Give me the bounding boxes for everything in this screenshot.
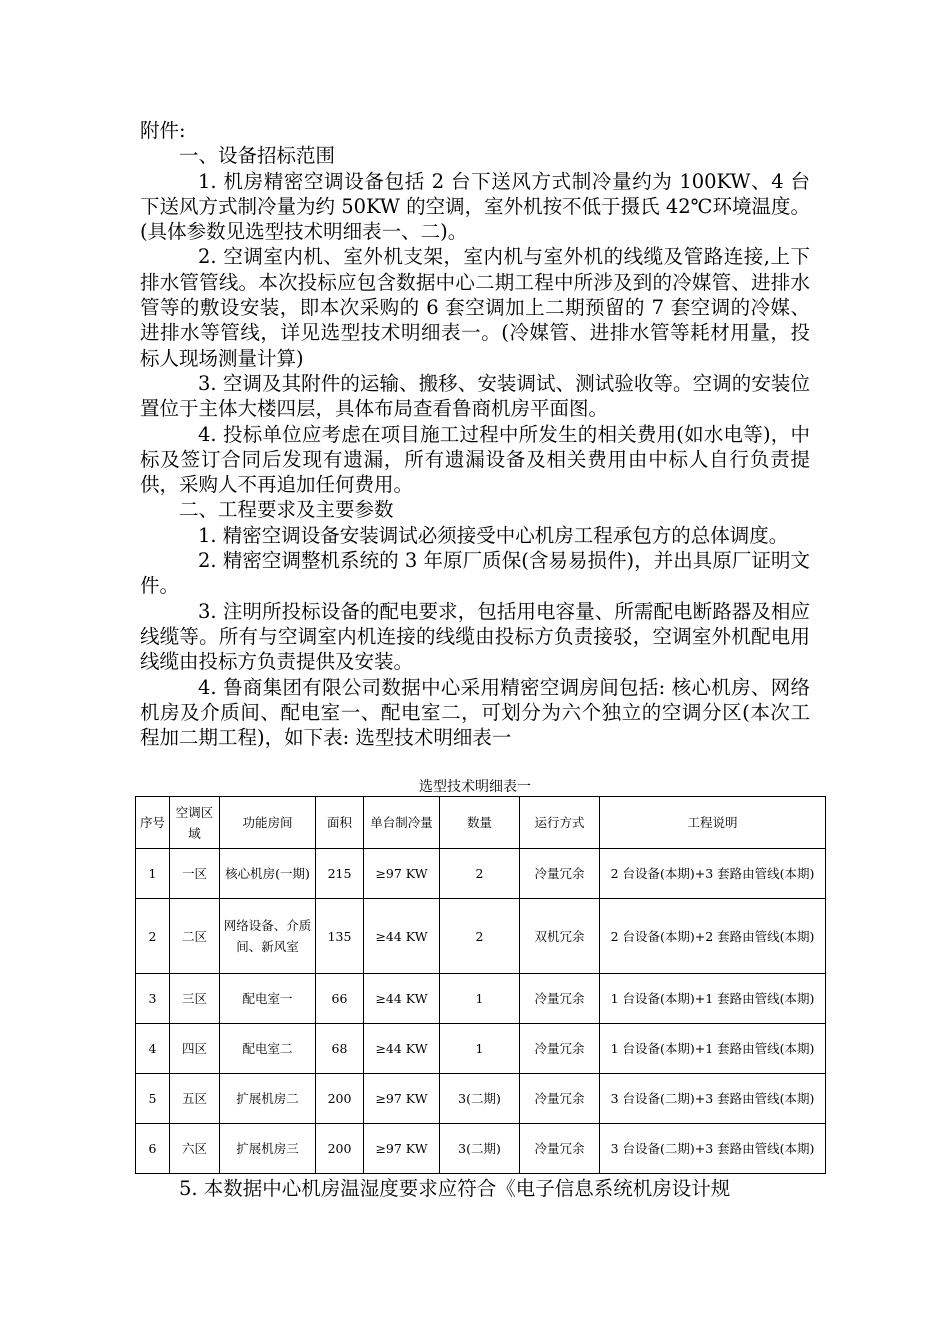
table-cell: 1 台设备(本期)+1 套路由管线(本期): [600, 1024, 826, 1074]
table-cell: 66: [316, 974, 364, 1024]
table-cell: 2: [136, 899, 170, 974]
table-cell: 215: [316, 849, 364, 899]
table-cell: 135: [316, 899, 364, 974]
document-body: [140, 118, 810, 750]
attachment-heading: 附件:: [140, 119, 186, 142]
table-cell: 4: [136, 1024, 170, 1074]
table-cell: 2: [440, 849, 520, 899]
table-cell: 3(二期): [440, 1074, 520, 1124]
header-cell: 工程说明: [600, 797, 826, 849]
paragraph-1-2: 2. 空调室内机、室外机支架，室内机与室外机的线缆及管路连接,上下排水管管线。本次投标应包含数据中心二期工程中所涉及到的冷媒管、进排水管等的敷设安装，即本次采购的 6 套空调加上二期预留的 7 套空调的冷媒、进排水等管线，详见选型技术明细表一。(冷媒管、进排水管等耗材用量，投标人现场测量计算): [140, 245, 810, 370]
table-cell: 1 台设备(本期)+1 套路由管线(本期): [600, 974, 826, 1024]
table-cell: 3: [136, 974, 170, 1024]
table-cell: 68: [316, 1024, 364, 1074]
table-cell: 四区: [170, 1024, 220, 1074]
table-cell: 冷量冗余: [520, 1024, 600, 1074]
table-row: [136, 899, 826, 974]
header-cell: 序号: [136, 797, 170, 849]
paragraph-1-1: 1. 机房精密空调设备包括 2 台下送风方式制冷量约为 100KW、4 台下送风方式制冷量为约 50KW 的空调，室外机按不低于摄氏 42℃环境温度。(具体参数见选型技术明细表一、二)。: [140, 169, 810, 244]
paragraph-1-3: 3. 空调及其附件的运输、搬移、安装调试、测试验收等。空调的安装位置位于主体大楼四层，具体布局查看鲁商机房平面图。: [140, 371, 810, 421]
table-cell: 200: [316, 1124, 364, 1174]
paragraph-1-4: 4. 投标单位应考虑在项目施工过程中所发生的相关费用(如水电等)，中标及签订合同后发现有遗漏，所有遗漏设备及相关费用由中标人自行负责提供，采购人不再追加任何费用。: [140, 422, 810, 497]
table-header-row: [136, 797, 826, 849]
section-2-title: 二、工程要求及主要参数: [179, 498, 394, 522]
spec-table: [135, 796, 826, 1174]
paragraph-2-1: 1. 精密空调设备安装调试必须接受中心机房工程承包方的总体调度。: [198, 523, 789, 547]
paragraph-2-5: 5. 本数据中心机房温湿度要求应符合《电子信息系统机房设计规: [179, 1177, 731, 1200]
table-cell: 配电室一: [220, 974, 316, 1024]
table-cell: 五区: [170, 1074, 220, 1124]
table-cell: 3 台设备(二期)+3 套路由管线(本期): [600, 1074, 826, 1124]
table-cell: ≥44 KW: [364, 899, 440, 974]
table-cell: 冷量冗余: [520, 849, 600, 899]
header-cell: 功能房间: [220, 797, 316, 849]
table-cell: 三区: [170, 974, 220, 1024]
table-cell: 冷量冗余: [520, 1074, 600, 1124]
table-cell: 2: [440, 899, 520, 974]
table-cell: 二区: [170, 899, 220, 974]
header-cell: 运行方式: [520, 797, 600, 849]
table-cell: 200: [316, 1074, 364, 1124]
table-cell: 6: [136, 1124, 170, 1174]
table-cell: 2 台设备(本期)+2 套路由管线(本期): [600, 899, 826, 974]
table-cell: 5: [136, 1074, 170, 1124]
table-cell: 扩展机房二: [220, 1074, 316, 1124]
header-cell: 面积: [316, 797, 364, 849]
table-cell: 冷量冗余: [520, 1124, 600, 1174]
table-cell: 双机冗余: [520, 899, 600, 974]
table-cell: ≥44 KW: [364, 1024, 440, 1074]
table-cell: 3 台设备(二期)+3 套路由管线(本期): [600, 1124, 826, 1174]
header-cell: 空调区域: [170, 797, 220, 849]
section-1-title: 一、设备招标范围: [179, 144, 336, 168]
table-cell: 冷量冗余: [520, 974, 600, 1024]
header-cell: 单台制冷量: [364, 797, 440, 849]
table-cell: ≥97 KW: [364, 1074, 440, 1124]
table-row: [136, 849, 826, 899]
table-cell: 2 台设备(本期)+3 套路由管线(本期): [600, 849, 826, 899]
table-row: [136, 974, 826, 1024]
table-cell: 配电室二: [220, 1024, 316, 1074]
table-cell: 一区: [170, 849, 220, 899]
table-cell: 网络设备、介质间、新风室: [220, 899, 316, 974]
table-row: [136, 1074, 826, 1124]
header-cell: 数量: [440, 797, 520, 849]
table-caption: 选型技术明细表一: [419, 779, 531, 795]
table-row: [136, 1124, 826, 1174]
paragraph-2-2: 2. 精密空调整机系统的 3 年原厂质保(含易易损件)，并出具原厂证明文件。: [140, 549, 810, 598]
table-cell: 3(二期): [440, 1124, 520, 1174]
table-row: [136, 1024, 826, 1074]
paragraph-2-3: 3. 注明所投标设备的配电要求，包括用电容量、所需配电断路器及相应线缆等。所有与空调室内机连接的线缆由投标方负责接驳，空调室外机配电用线缆由投标方负责提供及安装。: [140, 599, 810, 674]
table-cell: 六区: [170, 1124, 220, 1174]
table-cell: 扩展机房三: [220, 1124, 316, 1174]
table-cell: 1: [136, 849, 170, 899]
table-cell: 1: [440, 974, 520, 1024]
table-cell: 核心机房(一期): [220, 849, 316, 899]
table-cell: ≥97 KW: [364, 849, 440, 899]
table-cell: 1: [440, 1024, 520, 1074]
table-cell: ≥44 KW: [364, 974, 440, 1024]
table-cell: ≥97 KW: [364, 1124, 440, 1174]
paragraph-2-4: 4. 鲁商集团有限公司数据中心采用精密空调房间包括: 核心机房、网络机房及介质间、配电室一、配电室二，可划分为六个独立的空调分区(本次工程加二期工程)，如下表: 选型技术明细表一: [140, 675, 810, 750]
